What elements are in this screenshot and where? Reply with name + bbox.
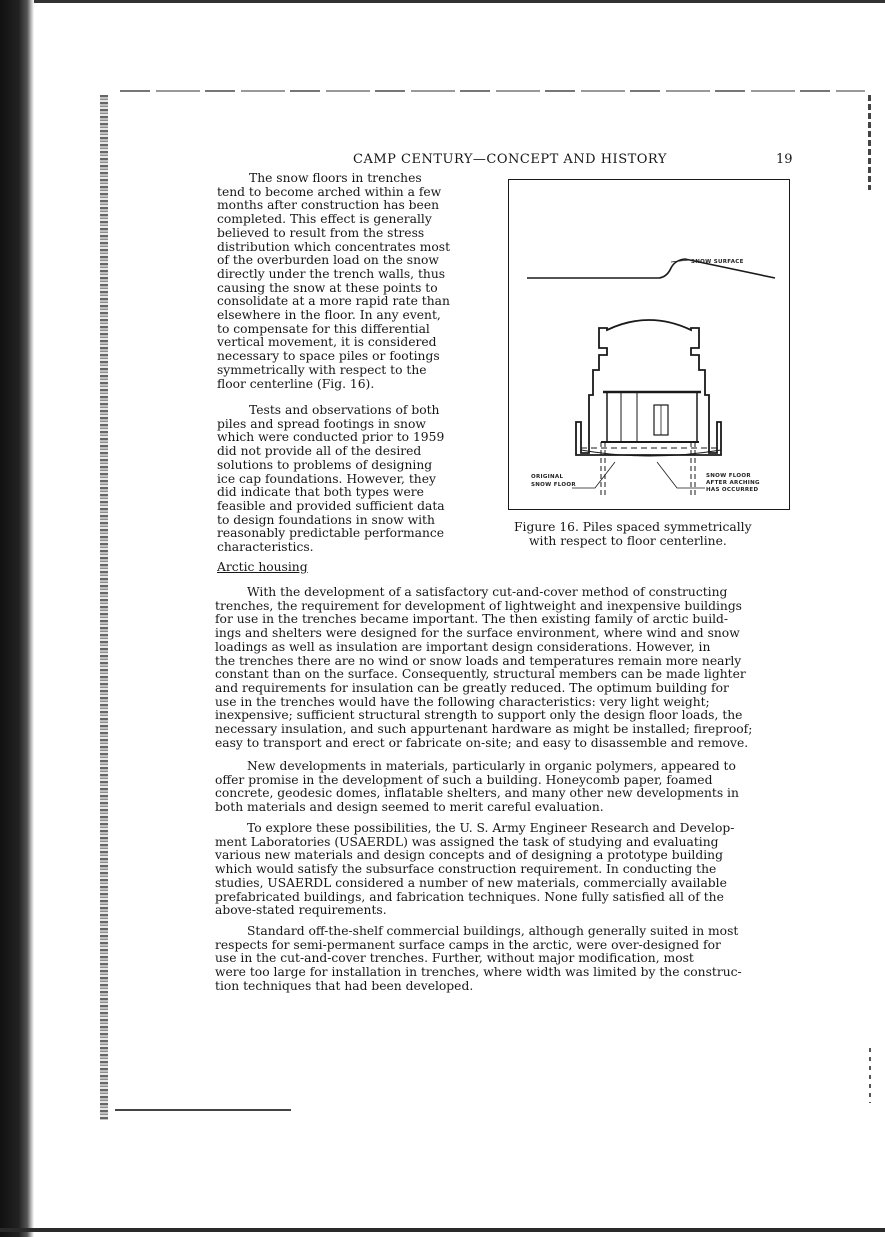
- text-line: necessary insulation, and such appurtenant hardware as might be installed; fireproof;: [215, 722, 753, 737]
- arched-floor-label: HAS OCCURRED: [706, 487, 759, 493]
- page-top-rule: [120, 90, 865, 92]
- original-floor-leader: [572, 462, 615, 488]
- text-line: reasonably predictable performance: [217, 526, 445, 541]
- text-line: easy to transport and erect or fabricate on-site; and easy to disassemble and remove.: [215, 735, 749, 750]
- text-line: tend to become arched within a few: [217, 184, 442, 199]
- text-line: for use in the trenches became important. The then existing family of arctic build-: [215, 612, 729, 627]
- scan-binding-edge: [100, 95, 108, 1120]
- text-line: solutions to problems of designing: [217, 457, 433, 472]
- scan-binding-shadow: [0, 0, 34, 1237]
- text-line: elsewhere in the floor. In any event,: [217, 308, 441, 323]
- body-paragraph: [215, 925, 742, 994]
- figure-caption: [514, 520, 752, 548]
- text-line: ice cap foundations. However, they: [217, 471, 436, 486]
- body-paragraph: [215, 760, 739, 815]
- text-line: did not provide all of the desired: [217, 444, 422, 459]
- running-title: CAMP CENTURY—CONCEPT AND HISTORY: [353, 152, 667, 167]
- trench-diagram: [509, 180, 791, 511]
- body-paragraph: [217, 404, 445, 555]
- text-line: distribution which concentrates most: [217, 239, 451, 254]
- section-heading: Arctic housing: [217, 560, 308, 574]
- text-line: The snow floors in trenches: [249, 171, 422, 185]
- text-line: above-stated requirements.: [215, 903, 387, 918]
- text-line: prefabricated buildings, and fabrication techniques. None fully satisfied all of the: [215, 889, 724, 904]
- text-line: which were conducted prior to 1959: [217, 430, 445, 445]
- text-line: piles and spread footings in snow: [217, 416, 426, 431]
- text-line: of the overburden load on the snow: [217, 253, 439, 268]
- text-line: Tests and observations of both: [249, 403, 440, 417]
- figure-16: [508, 179, 790, 510]
- text-line: did indicate that both types were: [217, 485, 424, 500]
- page-number: 19: [776, 152, 793, 167]
- caption-line: Figure 16. Piles spaced symmetrically: [514, 520, 752, 534]
- arched-floor-label: SNOW FLOOR: [706, 473, 751, 479]
- text-line: the trenches there are no wind or snow loads and temperatures remain more nearly: [215, 653, 742, 668]
- text-line: concrete, geodesic domes, inflatable shelters, and many other new developments in: [215, 786, 739, 801]
- text-line: New developments in materials, particularly in organic polymers, appeared to: [247, 759, 736, 773]
- text-line: months after construction has been: [217, 198, 440, 213]
- scan-margin-mark: [868, 95, 871, 190]
- body-paragraph: [217, 172, 450, 391]
- text-line: to design foundations in snow with: [217, 512, 435, 527]
- text-line: consolidate at a more rapid rate than: [217, 294, 450, 309]
- text-line: were too large for installation in trenches, where width was limited by the construc-: [215, 965, 742, 980]
- arched-floor-leader: [657, 462, 705, 488]
- text-line: and requirements for insulation can be greatly reduced. The optimum building for: [215, 680, 729, 695]
- scan-top-edge: [0, 0, 885, 3]
- text-line: causing the snow at these points to: [217, 280, 438, 295]
- text-line: directly under the trench walls, thus: [217, 266, 446, 281]
- text-line: To explore these possibilities, the U. S. Army Engineer Research and Develop-: [247, 821, 735, 835]
- text-line: use in the cut-and-cover trenches. Further, without major modification, most: [215, 951, 694, 966]
- scan-bottom-edge: [0, 1228, 885, 1232]
- text-line: symmetrically with respect to the: [217, 362, 427, 377]
- text-line: use in the trenches would have the following characteristics: very light weight;: [215, 694, 710, 709]
- text-line: to compensate for this differential: [217, 321, 430, 336]
- text-line: necessary to space piles or footings: [217, 349, 440, 364]
- page-bottom-rule: [115, 1109, 435, 1111]
- body-paragraph: [215, 586, 752, 750]
- text-line: trenches, the requirement for development of lightweight and inexpensive buildings: [215, 598, 742, 613]
- text-line: believed to result from the stress: [217, 225, 425, 240]
- text-line: vertical movement, it is considered: [217, 335, 437, 350]
- arched-floor-label: AFTER ARCHING: [706, 480, 760, 486]
- original-floor-label: ORIGINAL: [531, 474, 564, 480]
- snow-surface-label: SNOW SURFACE: [691, 259, 744, 265]
- text-line: offer promise in the development of such a building. Honeycomb paper, foamed: [215, 772, 713, 787]
- text-line: floor centerline (Fig. 16).: [217, 376, 375, 391]
- text-line: both materials and design seemed to merit careful evaluation.: [215, 800, 604, 815]
- text-line: tion techniques that had been developed.: [215, 978, 474, 993]
- text-line: constant than on the surface. Consequently, structural members can be made lighter: [215, 667, 746, 682]
- text-line: inexpensive; sufficient structural strength to support only the design floor loads, the: [215, 708, 743, 723]
- body-paragraph: [215, 822, 734, 918]
- text-line: Standard off-the-shelf commercial buildings, although generally suited in most: [247, 924, 739, 938]
- text-line: which would satisfy the subsurface construction requirement. In conducting the: [215, 862, 717, 877]
- text-line: loadings as well as insulation are important design considerations. However, in: [215, 639, 711, 654]
- text-line: feasible and provided sufficient data: [217, 498, 445, 513]
- original-floor-label: SNOW FLOOR: [531, 482, 576, 488]
- caption-line: with respect to floor centerline.: [529, 534, 727, 548]
- text-line: characteristics.: [217, 540, 314, 555]
- text-line: studies, USAERDL considered a number of new materials, commercially available: [215, 875, 727, 890]
- text-line: various new materials and design concepts and of designing a prototype building: [215, 848, 723, 863]
- text-line: respects for semi-permanent surface camps in the arctic, were over-designed for: [215, 937, 721, 952]
- trench-outline: [576, 320, 721, 455]
- text-line: ment Laboratories (USAERDL) was assigned the task of studying and evaluating: [215, 834, 719, 849]
- text-line: completed. This effect is generally: [217, 212, 432, 227]
- text-line: With the development of a satisfactory cut-and-cover method of constructing: [247, 585, 728, 599]
- scan-margin-mark: [869, 1048, 871, 1103]
- text-line: ings and shelters were designed for the surface environment, where wind and snow: [215, 626, 740, 641]
